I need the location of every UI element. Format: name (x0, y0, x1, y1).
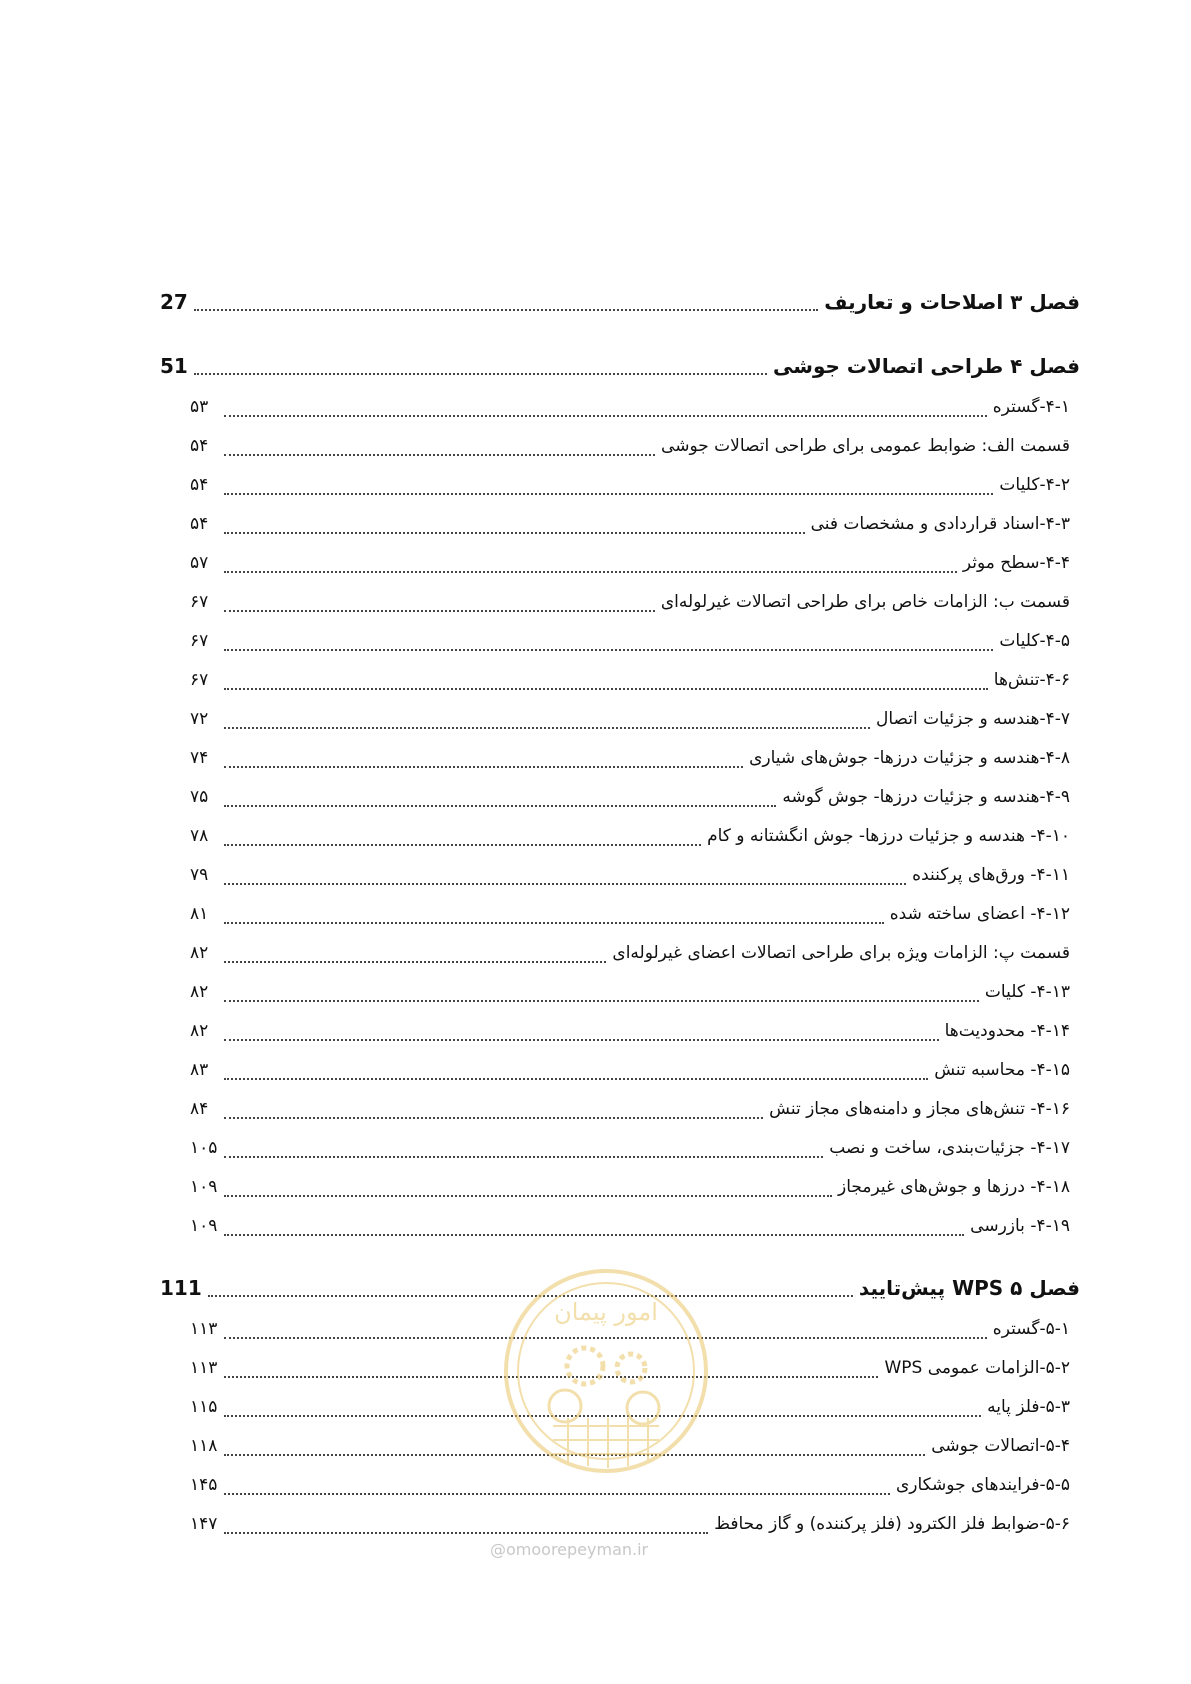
watermark-url: @omoorepeyman.ir (490, 1540, 649, 1559)
entry-title: ۴-۱۴- محدودیت‌ها (944, 1021, 1070, 1041)
leader-dots (224, 1078, 928, 1080)
leader-dots (224, 1195, 832, 1197)
page-number: ۶۷ (190, 592, 209, 612)
entry-title: ۴-۱۰- هندسه و جزئیات درزها- جوش انگشتانه و کام (707, 826, 1070, 846)
leader-dots (224, 727, 870, 729)
entry-title: قسمت پ: الزامات ویژه برای طراحی اتصالات اعضای غیرلوله‌ای (612, 943, 1070, 963)
entry-title: ۵-۵-فرایندهای جوشکاری (895, 1475, 1070, 1495)
page-number: ۵۴ (190, 436, 209, 456)
watermark-logo-text: امور پیمان (554, 1298, 658, 1326)
entry-title: قسمت ب: الزامات خاص برای طراحی اتصالات غیرلوله‌ای (660, 592, 1070, 612)
page-number: ۱۰۹ (190, 1216, 218, 1236)
watermark-logo-icon (493, 1258, 719, 1484)
leader-dots (224, 1156, 823, 1158)
toc-entry[interactable] (160, 856, 1080, 895)
leader-dots (224, 961, 606, 963)
entry-title: ۴-۸-هندسه و جزئیات درزها- جوش‌های شیاری (749, 748, 1070, 768)
toc-chapter[interactable] (160, 280, 1080, 324)
toc-entry[interactable] (160, 700, 1080, 739)
page-number: ۷۴ (190, 748, 209, 768)
entry-title: ۵-۶-ضوابط فلز الکترود (فلز پرکننده) و گاز محافظ (714, 1514, 1070, 1534)
toc-chapter[interactable] (160, 344, 1080, 388)
page-number: ۵۴ (190, 475, 209, 495)
leader-dots (224, 688, 988, 690)
entry-title: ۵-۳-فلز پایه (987, 1397, 1070, 1417)
page-number: ۱۱۵ (190, 1397, 218, 1417)
toc-entry[interactable] (160, 544, 1080, 583)
page-number: ۶۷ (190, 631, 209, 651)
entry-title: ۵-۴-اتصالات جوشی (931, 1436, 1070, 1456)
page-number: ۱۰۹ (190, 1177, 218, 1197)
page-number: ۱۰۵ (190, 1138, 218, 1158)
leader-dots (224, 1234, 964, 1236)
entry-title: ۴-۶-تنش‌ها (993, 670, 1070, 690)
page-number: ۱۴۷ (190, 1514, 218, 1534)
leader-dots (224, 844, 701, 846)
leader-dots (194, 309, 818, 311)
toc-entry[interactable] (160, 1168, 1080, 1207)
entry-title: ۴-۱۵- محاسبه تنش (934, 1060, 1070, 1080)
toc-entry[interactable] (160, 622, 1080, 661)
leader-dots (224, 1532, 708, 1534)
toc-entry[interactable] (160, 973, 1080, 1012)
chapter-title: فصل ۳ اصلاحات و تعاریف (824, 290, 1080, 314)
entry-title: ۴-۱۷- جزئیات‌بندی، ساخت و نصب (829, 1138, 1070, 1158)
toc-entry[interactable] (160, 583, 1080, 622)
toc-entry[interactable] (160, 1207, 1080, 1246)
toc-entry[interactable] (160, 1012, 1080, 1051)
entry-title: ۴-۳-اسناد قراردادی و مشخصات فنی (810, 514, 1070, 534)
page-number: 51 (160, 354, 188, 378)
leader-dots (224, 415, 987, 417)
leader-dots (224, 1493, 890, 1495)
page-number: ۵۴ (190, 514, 209, 534)
toc-entry[interactable] (160, 778, 1080, 817)
entry-title: قسمت الف: ضوابط عمومی برای طراحی اتصالات جوشی (661, 436, 1070, 456)
toc-entry[interactable] (160, 895, 1080, 934)
page-number: ۸۳ (190, 1060, 209, 1080)
leader-dots (224, 805, 776, 807)
toc-entry[interactable] (160, 388, 1080, 427)
toc-entry[interactable] (160, 739, 1080, 778)
page-number: ۸۲ (190, 982, 209, 1002)
page-number: ۱۱۳ (190, 1319, 218, 1339)
leader-dots (224, 1117, 763, 1119)
leader-dots (194, 373, 767, 375)
leader-dots (224, 532, 805, 534)
toc-entry[interactable] (160, 661, 1080, 700)
toc-entry[interactable] (160, 1505, 1080, 1544)
chapter-title: فصل ۴ طراحی اتصالات جوشی (773, 354, 1080, 378)
page-number: 27 (160, 290, 188, 314)
entry-title: ۴-۲-کلیات (999, 475, 1070, 495)
leader-dots (224, 1039, 939, 1041)
toc-entry[interactable] (160, 1090, 1080, 1129)
page-number: ۸۲ (190, 943, 209, 963)
entry-title: ۴-۵-کلیات (999, 631, 1070, 651)
entry-title: ۴-۱۶- تنش‌های مجاز و دامنه‌های مجاز تنش (769, 1099, 1070, 1119)
leader-dots (224, 610, 655, 612)
entry-title: ۴-۹-هندسه و جزئیات درزها- جوش گوشه (782, 787, 1070, 807)
entry-title: ۵-۱-گستره (992, 1319, 1070, 1339)
chapter-title: فصل ۵ WPS پیش‌تایید (858, 1276, 1080, 1300)
entry-title: ۵-۲-الزامات عمومی WPS (884, 1358, 1070, 1378)
toc-entry[interactable] (160, 934, 1080, 973)
toc-entry[interactable] (160, 1129, 1080, 1168)
page-number: ۱۱۳ (190, 1358, 218, 1378)
page-number: ۱۱۸ (190, 1436, 218, 1456)
page-number: ۸۱ (190, 904, 209, 924)
toc-entry[interactable] (160, 427, 1080, 466)
page-number: ۷۵ (190, 787, 209, 807)
page-number: ۵۳ (190, 397, 209, 417)
leader-dots (224, 922, 884, 924)
page-number: ۱۴۵ (190, 1475, 218, 1495)
entry-title: ۴-۱۲- اعضای ساخته شده (889, 904, 1070, 924)
page-number: ۵۷ (190, 553, 209, 573)
entry-title: ۴-۷-هندسه و جزئیات اتصال (876, 709, 1070, 729)
page-number: ۷۹ (190, 865, 209, 885)
page-number: ۸۲ (190, 1021, 209, 1041)
chapter-items (160, 388, 1080, 1246)
entry-title: ۴-۴-سطح موثر (962, 553, 1070, 573)
toc-entry[interactable] (160, 505, 1080, 544)
page-number: ۷۸ (190, 826, 209, 846)
leader-dots (224, 454, 655, 456)
toc-entry[interactable] (160, 817, 1080, 856)
leader-dots (224, 1000, 979, 1002)
leader-dots (224, 571, 957, 573)
leader-dots (224, 766, 743, 768)
entry-title: ۴-۱۱- ورق‌های پرکننده (912, 865, 1070, 885)
entry-title: ۴-۱-گستره (992, 397, 1070, 417)
toc-entry[interactable] (160, 466, 1080, 505)
leader-dots (224, 649, 993, 651)
page-number: ۷۲ (190, 709, 209, 729)
leader-dots (224, 883, 906, 885)
page-number: 111 (160, 1276, 202, 1300)
page-number: ۶۷ (190, 670, 209, 690)
leader-dots (224, 493, 993, 495)
entry-title: ۴-۱۸- درزها و جوش‌های غیرمجاز (838, 1177, 1070, 1197)
entry-title: ۴-۱۹- بازرسی (970, 1216, 1070, 1236)
entry-title: ۴-۱۳- کلیات (984, 982, 1070, 1002)
toc-entry[interactable] (160, 1051, 1080, 1090)
page-number: ۸۴ (190, 1099, 209, 1119)
